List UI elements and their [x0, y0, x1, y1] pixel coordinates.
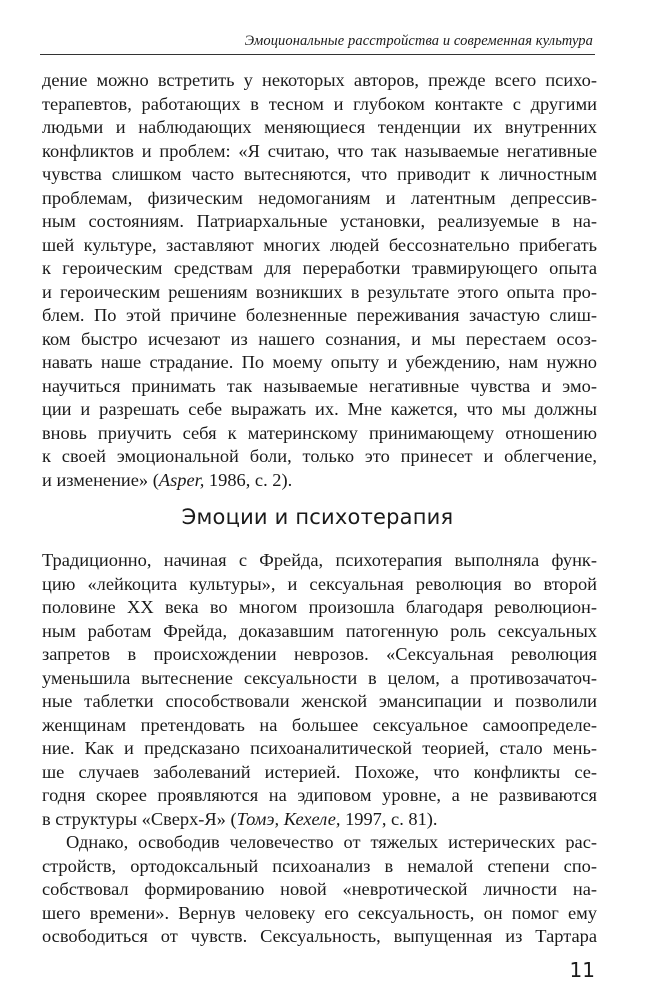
text-line: терапевтов, работающих в тесном и глубоком контакте с другими: [42, 93, 597, 114]
text-line: половине XX века во многом произошла благодаря революцион-: [42, 597, 597, 617]
text-line-citation: [42, 469, 597, 493]
text-line: ком быстро исчезают из нашего сознания, и мы перестаем осоз-: [42, 328, 597, 349]
page-number: 11: [569, 958, 595, 982]
text-line: ции и разрешать себе выражать их. Мне кажется, что мы должны: [42, 399, 597, 419]
text-line: проблемам, физическим недомоганиям и латентным депрессив-: [42, 187, 597, 208]
text-line: Традиционно, начиная с Фрейда, психотерапия выполняла функ-: [42, 550, 597, 570]
text-line: стройств, ортодоксальный психоанализ в немалой степени спо-: [42, 855, 597, 876]
text-line: чувства слишком часто вытесняются, что приводит к личностным: [42, 164, 597, 184]
text-line: шего времени». Вернув человеку его сексуальность, он помог ему: [42, 902, 597, 923]
text-line: Однако, освободив человечество от тяжелых истерических рас-: [66, 832, 597, 852]
text-line: людьми и наблюдающих меняющиеся тенденции их внутренних: [42, 117, 597, 137]
text-line: запретов в происхождении неврозов. «Сексуальная революция: [42, 644, 597, 664]
text-line: конфликтов и проблем: «Я считаю, что так называемые негативные: [42, 140, 597, 161]
text-line: научиться принимать так называемые негативные чувства и эмо-: [42, 375, 597, 396]
text-line: ным работам Фрейда, доказавшим патогенную роль сексуальных: [42, 620, 597, 641]
paragraph-3: [42, 831, 597, 949]
text-line: ние. Как и предсказано психоаналитической теорией, стало мень-: [42, 738, 597, 758]
citation-text: в структуры «Сверх-Я» (: [42, 808, 237, 829]
text-line: шей культуре, заставляют многих людей бессознательно прибегать: [42, 234, 597, 255]
citation-author: Asper,: [158, 469, 205, 490]
text-line: ным состояниям. Патриархальные установки, реализуемые в на-: [42, 211, 597, 231]
running-head: Эмоциональные расстройства и современная культура: [244, 33, 593, 49]
text-line: к героическим средствам для переработки травмирующего опыта: [42, 258, 597, 278]
text-line: вновь приучить себя к материнскому принимающему отношению: [42, 422, 597, 443]
citation-text: и изменение» (: [42, 469, 159, 490]
text-line: собствовал формированию новой «невротической личности на-: [42, 879, 597, 899]
section-heading: Эмоции и психотерапия: [181, 505, 454, 529]
text-line: и героическим решениям возникших в результате этого опыта про-: [42, 281, 597, 302]
paragraph-1: [42, 69, 597, 492]
citation-source: 1986, с. 2).: [204, 469, 293, 490]
header-rule: [40, 54, 595, 55]
citation-source: 1997, с. 81).: [340, 808, 438, 829]
text-line: к своей эмоциональной боли, только это принесет и облегчение,: [42, 446, 597, 466]
text-line-citation: [42, 808, 597, 832]
text-line: дение можно встретить у некоторых авторов, прежде всего психо-: [42, 70, 597, 90]
text-line: женщинам претендовать на большее сексуальное самоопределе-: [42, 714, 597, 735]
text-line: ные таблетки способствовали женской эмансипации и позволили: [42, 691, 597, 711]
text-line: навать наше страдание. По моему опыту и убеждению, нам нужно: [42, 352, 597, 372]
text-line: уменьшила вытеснение сексуальности в целом, а противозачаточ-: [42, 667, 597, 688]
text-line: цию «лейкоцита культуры», и сексуальная революция во второй: [42, 573, 597, 594]
text-line: освободиться от чувств. Сексуальность, выпущенная из Тартара: [42, 926, 597, 946]
text-line: годня скорее проявляются на эдиповом уровне, а не развиваются: [42, 785, 597, 805]
text-line: ше случаев заболеваний истерией. Похоже, что конфликты се-: [42, 761, 597, 782]
paragraph-2: [42, 549, 597, 831]
citation-author: Томэ, Кехеле,: [236, 808, 341, 829]
text-line: блем. По этой причине болезненные переживания зачастую слиш-: [42, 305, 597, 325]
